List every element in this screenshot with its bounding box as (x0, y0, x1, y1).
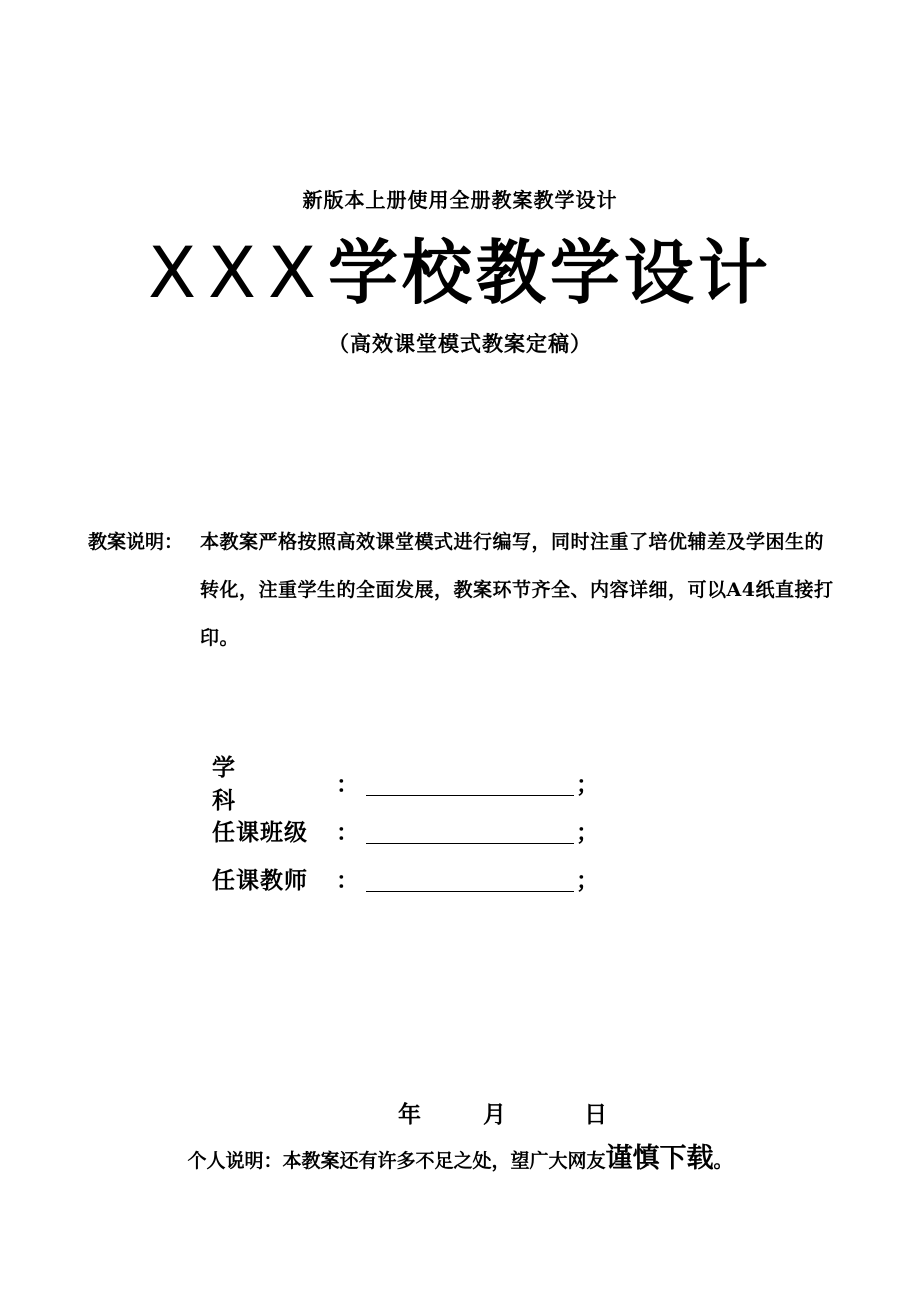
personal-note-emphasis: 谨慎下载 (605, 1143, 714, 1174)
field-subject (212, 754, 632, 814)
subject-blank-line[interactable] (366, 769, 574, 796)
field-label-teacher: 任课教师 (212, 866, 308, 894)
field-colon: ： (336, 866, 359, 894)
main-title (0, 228, 920, 318)
personal-note-prefix: 个人说明：本教案还有许多不足之处，望广大网友 (187, 1150, 606, 1172)
form-fields (212, 754, 632, 902)
title-prefix: XXX (148, 232, 328, 314)
class-blank-line[interactable] (366, 817, 574, 844)
field-class (212, 806, 632, 854)
field-colon: ： (336, 770, 359, 798)
description-text: 本教案严格按照高效课堂模式进行编写，同时注重了培优辅差及学困生的转化，注重学生的全面发展，教案环节齐全、内容详细，可以A4纸直接打印。 (200, 531, 834, 649)
date-year: 年 (398, 1101, 421, 1128)
personal-note (0, 1136, 920, 1175)
top-subtitle: 新版本上册使用全册教案教学设计 (302, 188, 618, 212)
description-label: 教案说明： (88, 531, 184, 553)
personal-note-suffix: 。 (713, 1150, 733, 1172)
field-semicolon: ； (576, 866, 599, 894)
description-block (88, 518, 838, 662)
field-semicolon: ； (576, 818, 599, 846)
field-colon: ： (336, 818, 359, 846)
title-main: 学校教学设计 (327, 231, 772, 314)
paren-subtitle: （高效课堂模式教案定稿） (328, 331, 592, 356)
field-label-class: 任课班级 (212, 818, 308, 846)
field-teacher (212, 854, 632, 902)
date-line (398, 1096, 607, 1129)
date-day: 日 (584, 1101, 608, 1128)
date-month: 月 (483, 1101, 507, 1128)
field-label-subject: 学科 (212, 754, 281, 814)
field-semicolon: ； (576, 770, 599, 798)
teacher-blank-line[interactable] (366, 865, 574, 892)
